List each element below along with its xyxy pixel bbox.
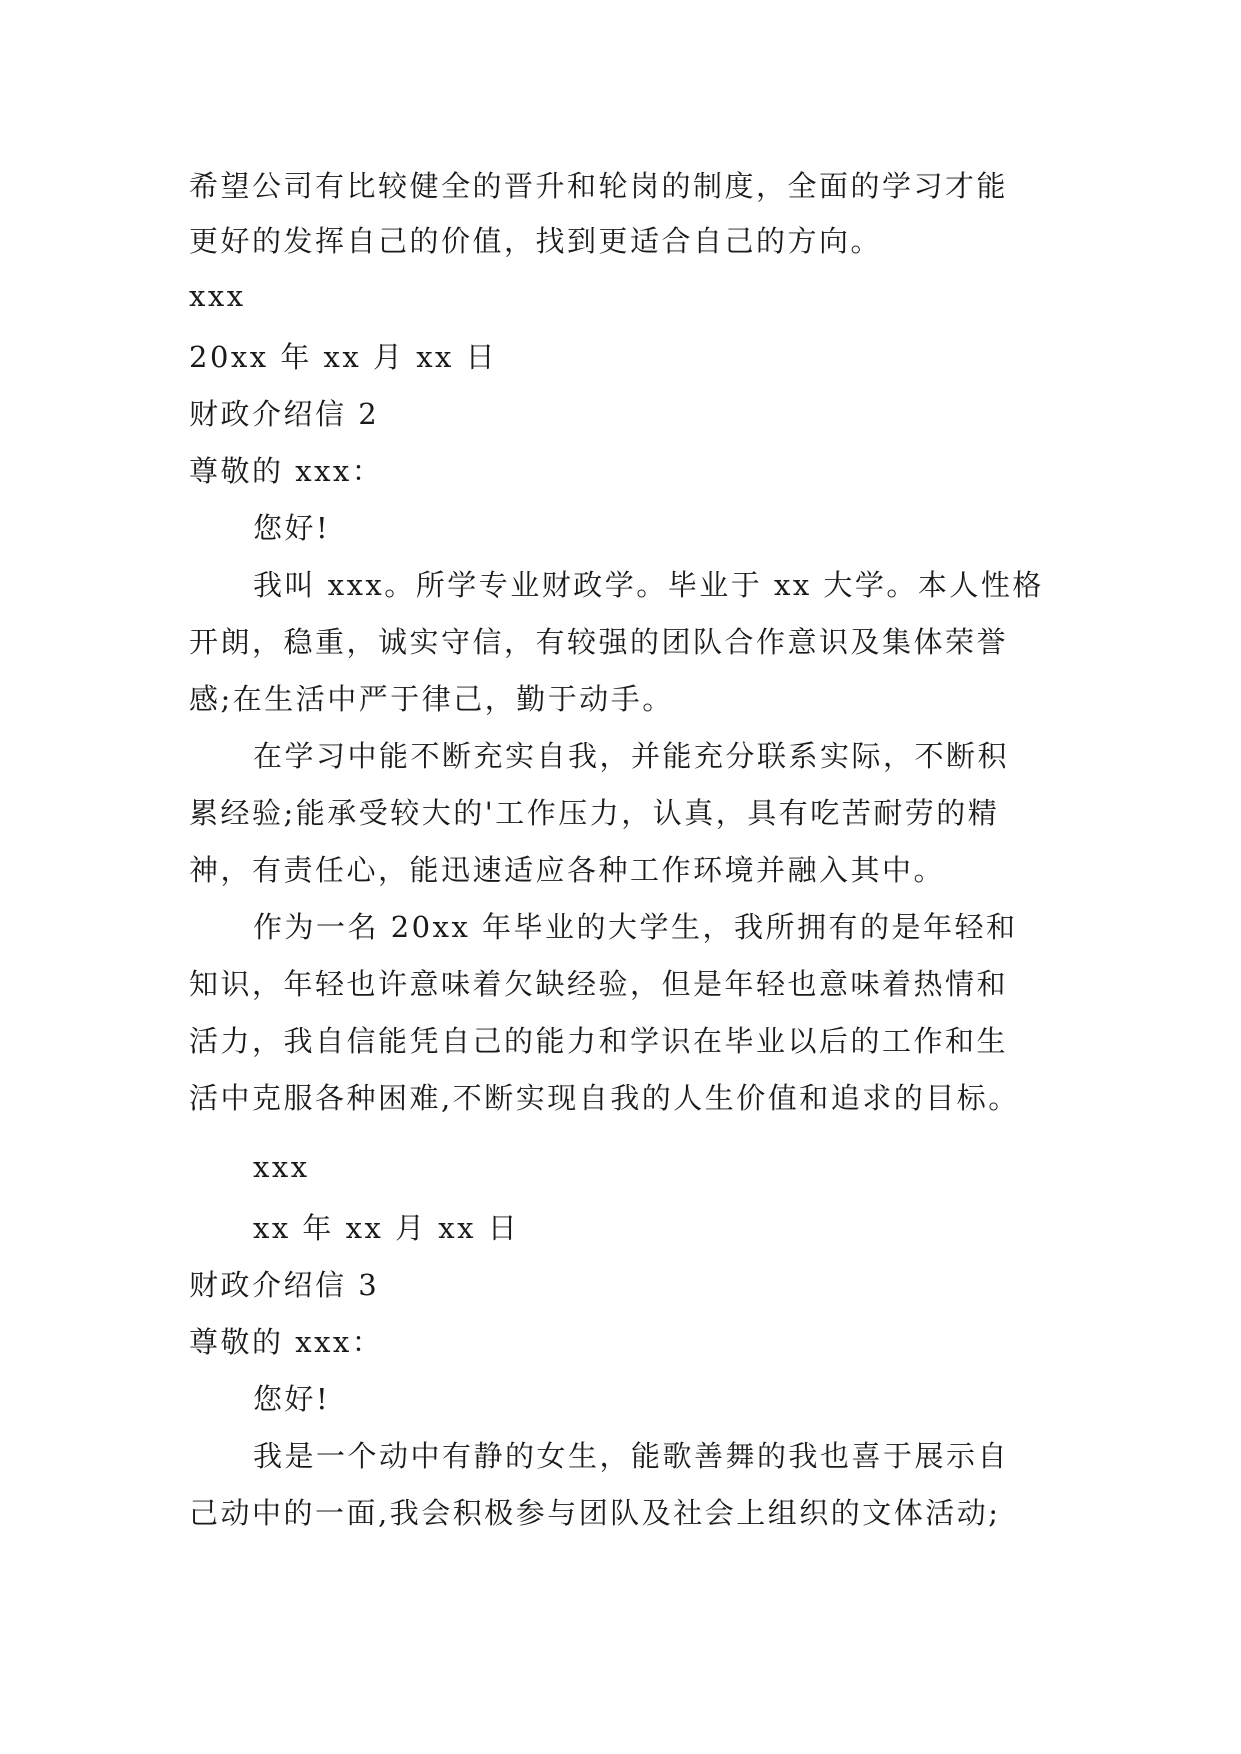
body-text-line: 活力，我自信能凭自己的能力和学识在毕业以后的工作和生 [189, 1024, 1009, 1058]
body-text-line: 我叫 xxx。所学专业财政学。毕业于 xx 大学。本人性格 [253, 568, 1044, 602]
body-text-line: 我是一个动中有静的女生，能歌善舞的我也喜于展示自 [253, 1439, 1010, 1473]
body-text-line: 希望公司有比较健全的晋升和轮岗的制度，全面的学习才能 [189, 169, 1009, 203]
body-text-line: 知识，年轻也许意味着欠缺经验，但是年轻也意味着热情和 [189, 967, 1009, 1001]
letter-title: 财政介绍信 3 [189, 1268, 380, 1302]
body-text-line: 作为一名 20xx 年毕业的大学生，我所拥有的是年轻和 [253, 910, 1018, 944]
greeting: 您好! [253, 511, 331, 545]
body-text-line: 感;在生活中严于律己，勤于动手。 [189, 682, 674, 716]
body-text-line: 在学习中能不断充实自我，并能充分联系实际，不断积 [253, 739, 1010, 773]
signature-name: xxx [189, 279, 246, 313]
body-text-line: 开朗，稳重，诚实守信，有较强的团队合作意识及集体荣誉 [189, 625, 1009, 659]
signature-date: xx 年 xx 月 xx 日 [253, 1211, 520, 1245]
body-text-line: 累经验;能承受较大的'工作压力，认真，具有吃苦耐劳的精 [189, 796, 1000, 830]
salutation: 尊敬的 xxx： [189, 1325, 384, 1359]
signature-date: 20xx 年 xx 月 xx 日 [189, 340, 498, 374]
greeting: 您好! [253, 1382, 331, 1416]
signature-name: xxx [253, 1150, 310, 1184]
body-text-line: 神，有责任心，能迅速适应各种工作环境并融入其中。 [189, 853, 946, 887]
body-text-line: 己动中的一面,我会积极参与团队及社会上组织的文体活动; [189, 1496, 1001, 1530]
body-text-line: 更好的发挥自己的价值，找到更适合自己的方向。 [189, 224, 883, 258]
salutation: 尊敬的 xxx： [189, 454, 384, 488]
letter-title: 财政介绍信 2 [189, 397, 380, 431]
body-text-line: 活中克服各种困难,不断实现自我的人生价值和追求的目标。 [189, 1081, 1020, 1115]
